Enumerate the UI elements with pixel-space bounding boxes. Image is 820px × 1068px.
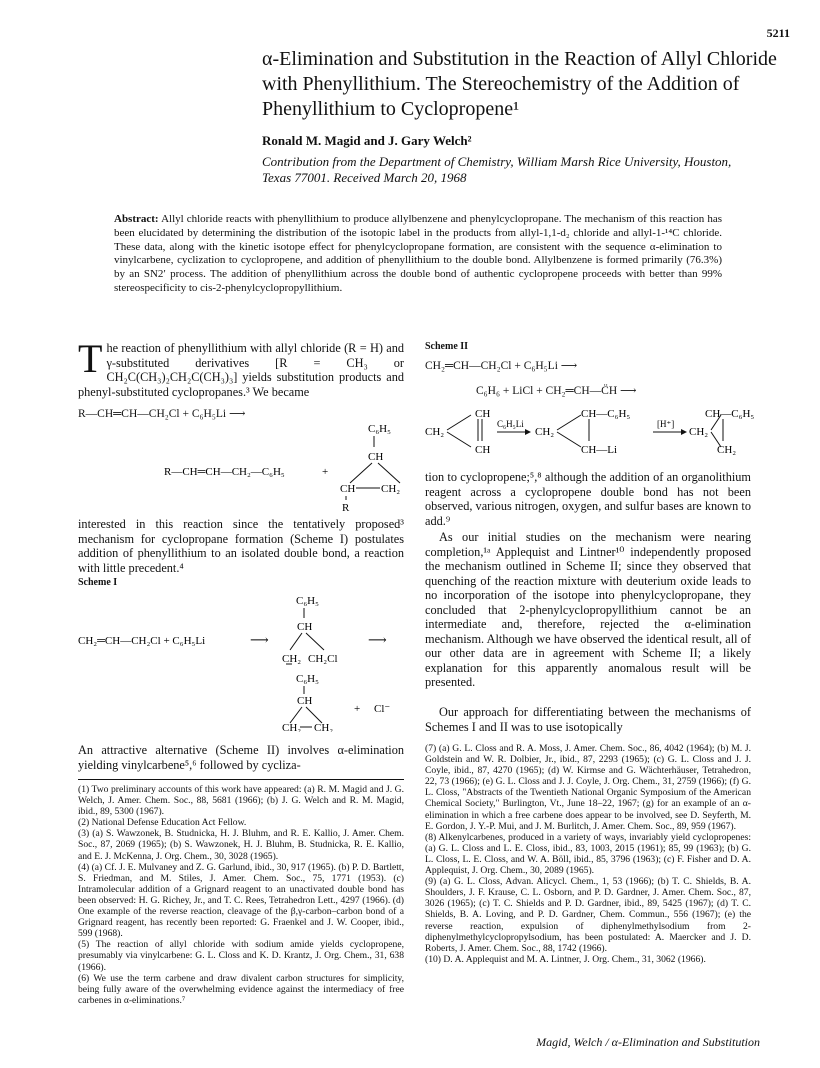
plus-sign: + [354, 703, 361, 715]
product-chain: R—CH═CH—CH₂—C₆H₅ [164, 466, 285, 478]
equation-1: R—CH═CH—CH₂Cl + C₆H₅Li ⟶ [78, 408, 246, 420]
ch2-label: CH₂ [717, 444, 737, 456]
proton-label: [H⁺] [657, 419, 675, 429]
ch2-label: CH₂ [689, 426, 709, 438]
footnote-divider [78, 779, 404, 780]
scheme-1-label: Scheme I [78, 577, 118, 588]
arrow: ⟶ [250, 632, 269, 647]
phenyl-label: C₆H₅ [368, 423, 391, 435]
bond-line [557, 432, 581, 447]
r-label: R [342, 502, 350, 514]
ch-label: CH [475, 408, 491, 420]
footnote: (4) (a) Cf. J. E. Mulvaney and Z. G. Garlund, ibid., 30, 917 (1965). (b) P. D. Bartlett, S. Friedman, and M. Stiles, J. Amer. Chem. Soc., 75, 1771 (1953). (c) Intramolecular addition of a Grignard reagent to an unactivated double bond has been observed: H. G. Richey, Jr., and T. C. Rees, Tetrahedron Lett., 4297 (1966). (d) One example of the reverse reaction, cleavage of the β,γ-carbon–carbon bond of a Grignard reagent, has recently been reported: G. Fraenkel and J. W. Cooper, ibid., 599 (1968). [78, 861, 404, 940]
ch-label: CH [340, 483, 356, 495]
abstract [114, 213, 722, 296]
bond-line [290, 707, 302, 723]
plus-sign: + [322, 466, 329, 478]
ch-label: CH [475, 444, 491, 456]
phenyl-label: C₆H₅ [296, 673, 319, 685]
abstract-text: Allyl chloride reacts with phenyllithium to produce allylbenzene and phenylcyclopropane. The mechanism of this reaction has been elucidated by determining the distribution of the isotopic label in the products from allyl-1,1-d₂ chloride and allyl-1-¹⁴C chloride. These data, along with the kinetic isotope effect for phenylcyclopropane formation, are consistent with the sequence α-elimination to vinylcarbene, cyclization to cyclopropene, and addition of phenyllithium to the double bond. Allylbenzene is formed primarily (76.3%) by an SN2′ process. The addition of phenyllithium across the double bond of authentic cyclopropene proceeds with better than 99% stereospecificity to cis-2-phenylcyclopropyllithium. [114, 213, 722, 294]
chloride-label: Cl⁻ [374, 703, 391, 715]
running-footer: Magid, Welch / α-Elimination and Substitution [536, 1035, 760, 1049]
footnote: (8) Alkenylcarbenes, produced in a variety of ways, invariably yield cyclopropenes: (a) G. L. Closs and L. E. Closs, ibid., 83, 1003, 2015 (1961); 85, 99 (1963); (b) G. L. Closs, L. E. Closs, and W. A. Böll, ibid., 85, 3796 (1963); (c) F. Fisher and D. A. Applequist, J. Org. Chem., 30, 2089 (1965). [425, 831, 751, 877]
left-paragraph-1: T he reaction of phenyllithium with allyl chloride (R = H) and γ-substituted derivatives [R = CH₃ or CH₂C(CH₃)₂CH₂C(CH₃)₃] yields substitution products and phenyl-substituted cyclopropanes.³ We became [78, 336, 404, 399]
scheme-1-reactants: CH₂═CH—CH₂Cl + C₆H₅Li [78, 635, 206, 647]
right-paragraph-2: As our initial studies on the mechanism were nearing completion,¹ᵃ Applequist and Lintner¹⁰ independently proposed the mechanism outlined in Scheme II; since they observed that quenching of the reaction mixture with deuterium oxide leads to no incorporation of the isotope into phenylcyclopropane, they concluded that 2-phenylcyclopropyllithium cannot be an intermediate and, therefore, rejected the α-elimination mechanism. Although we have observed the identical result, all of our other data are in agreement with Scheme II; a likely explanation for this apparently anomalous result will be presented. [425, 530, 751, 689]
bond-line [290, 633, 302, 650]
scheme-2-line-2: C₆H₆ + LiCl + CH₂═CH—C̈H ⟶ [476, 385, 637, 397]
ch-label: CH [297, 695, 313, 707]
left-paragraph-2: interested in this reaction since the tentatively proposed³ mechanism for cyclopropane formation (Scheme I) postulates addition of phenyllithium to an isolated double bond, a reaction with little precedent.⁴ [78, 517, 404, 575]
scheme-2-diagram [425, 403, 755, 465]
footnote: (3) (a) S. Wawzonek, B. Studnicka, H. J. Bluhm, and R. E. Kallio, J. Amer. Chem. Soc., 87, 2069 (1965); (b) S. Wawzonek, H. J. Bluhm, B. Studnicka, R. E. Kallio, and E. J. McKenna, J. Org. Chem., 30, 3028 (1965). [78, 828, 404, 862]
page-number: 5211 [766, 26, 790, 40]
ch2-label: CH₂ [282, 653, 302, 665]
ch2-label: CH₂ [535, 426, 555, 438]
scheme-2-line-1: CH₂═CH—CH₂Cl + C₆H₅Li ⟶ [425, 360, 578, 372]
footnote: (6) We use the term carbene and draw divalent carbon structures for simplicity, being fully aware of the overwhelming evidence against the intermediacy of free carbenes in α-eliminations.⁷ [78, 972, 404, 1006]
bond-line [350, 463, 372, 483]
abstract-label: Abstract: [114, 213, 159, 225]
footnote: (7) (a) G. L. Closs and R. A. Moss, J. Amer. Chem. Soc., 86, 4042 (1964); (b) M. J. Goldstein and W. R. Dolbier, Jr., ibid., 87, 2293 (1965); (c) G. L. Closs and J. J. Coyle, ibid., 87, 4270 (1965); (d) W. Kirmse and G. Wächterhäuser, Tetrahedron, 22, 73 (1966); (e) G. L. Closs and J. J. Coyle, J. Org. Chem., 31, 2759 (1966); (f) G. L. Closs, "Abstracts of the Twentieth National Organic Symposium of the American Chemical Society," Burlington, Vt., June 18–22, 1967; (g) for an example of an α-elimination in which a free carbene does appear to be involved, see D. Seyferth, M. E. Gordon, J. Y.-P. Mui, and J. M. Burlitch, J. Amer. Chem. Soc., 89, 959 (1967). [425, 743, 751, 832]
reagent-label: C₆H₅Li [497, 419, 524, 429]
footnote: (2) National Defense Education Act Fellow. [78, 817, 247, 829]
affiliation: Contribution from the Department of Chemistry, William Marsh Rice University, Houston, Texas 77001. Received March 20, 1968 [262, 154, 732, 185]
footnote: (10) D. A. Applequist and M. A. Lintner, J. Org. Chem., 31, 3062 (1966). [425, 953, 706, 965]
left-footnotes [78, 784, 404, 1006]
bond-line [447, 415, 471, 430]
ch-phenyl-label: CH—C₆H₅ [581, 408, 631, 420]
right-paragraph-1: tion to cyclopropene;⁵,⁸ although the addition of an organolithium reagent across a cyclopropene double bond has not been observed, various nitrogen, oxygen, and sulfur bases are known to add.⁹ [425, 470, 751, 528]
authors: Ronald M. Magid and J. Gary Welch² [262, 133, 472, 148]
footnote: (1) Two preliminary accounts of this work have appeared: (a) R. M. Magid and J. G. Welch, J. Amer. Chem. Soc., 88, 5681 (1966); (b) J. G. Welch and R. M. Magid, ibid., 89, 5300 (1967). [78, 784, 404, 818]
right-footnotes [425, 743, 751, 965]
bond-line [557, 415, 581, 430]
bond-line [306, 633, 324, 650]
ch2-label: CH₂ [282, 722, 302, 732]
article-title: α-Elimination and Substitution in the Reaction of Allyl Chloride with Phenyllithium. The Stereochemistry of the Addition of Phenyllithium to Cyclopropene¹ [262, 48, 777, 120]
ch2-label: CH₂ [381, 483, 401, 495]
structure-1 [78, 420, 404, 516]
arrowhead [681, 429, 687, 435]
footnote: (5) The reaction of allyl chloride with sodium amide yields cyclopropene, presumably via vinylcarbene: G. L. Closs and K. D. Krantz, J. Org. Chem., 31, 638 (1966). [78, 939, 404, 973]
bond-line [447, 432, 471, 447]
phenyl-label: C₆H₅ [296, 595, 319, 607]
scheme-2-label: Scheme II [425, 341, 469, 352]
ch2-label: CH₂ [425, 426, 445, 438]
scheme-1-diagram [78, 590, 404, 732]
ch-phenyl-label: CH—C₆H₅ [705, 408, 755, 420]
ch2-label: CH₂ [314, 722, 334, 732]
footnote: (9) (a) G. L. Closs, Advan. Alicycl. Chem., 1, 53 (1966); (b) T. C. Shields, B. A. Shoulders, J. F. Krause, C. L. Osborn, and P. D. Gardner, J. Amer. Chem. Soc., 87, 3026 (1965); (c) T. C. Shields and P. D. Gardner, ibid., 89, 5425 (1967); (d) T. C. Shields, B. A. Loving, and P. D. Gardner, Chem. Commun., 556 (1967); (e) the reverse reaction, expulsion of diphenylmethylsodium from 2-diphenylmethylcyclopropylsodium, has been postulated: A. Maercker and J. D. Roberts, J. Amer. Chem. Soc., 88, 1742 (1966). [425, 876, 751, 954]
arrow: ⟶ [368, 632, 387, 647]
ch2cl-label: CH₂Cl [308, 653, 338, 665]
left-paragraph-3: An attractive alternative (Scheme II) involves α-elimination yielding vinylcarbene⁵,⁶ followed by cycliza- [78, 743, 404, 772]
ch-label: CH [368, 451, 384, 463]
drop-cap: T [78, 336, 103, 381]
arrowhead [525, 429, 531, 435]
ch-label: CH [297, 621, 313, 633]
right-paragraph-3: Our approach for differentiating between the mechanisms of Schemes I and II was to use isotopically [425, 705, 751, 734]
ch-li-label: CH—Li [581, 444, 618, 456]
bond-line [378, 463, 400, 483]
bond-line [306, 707, 322, 723]
